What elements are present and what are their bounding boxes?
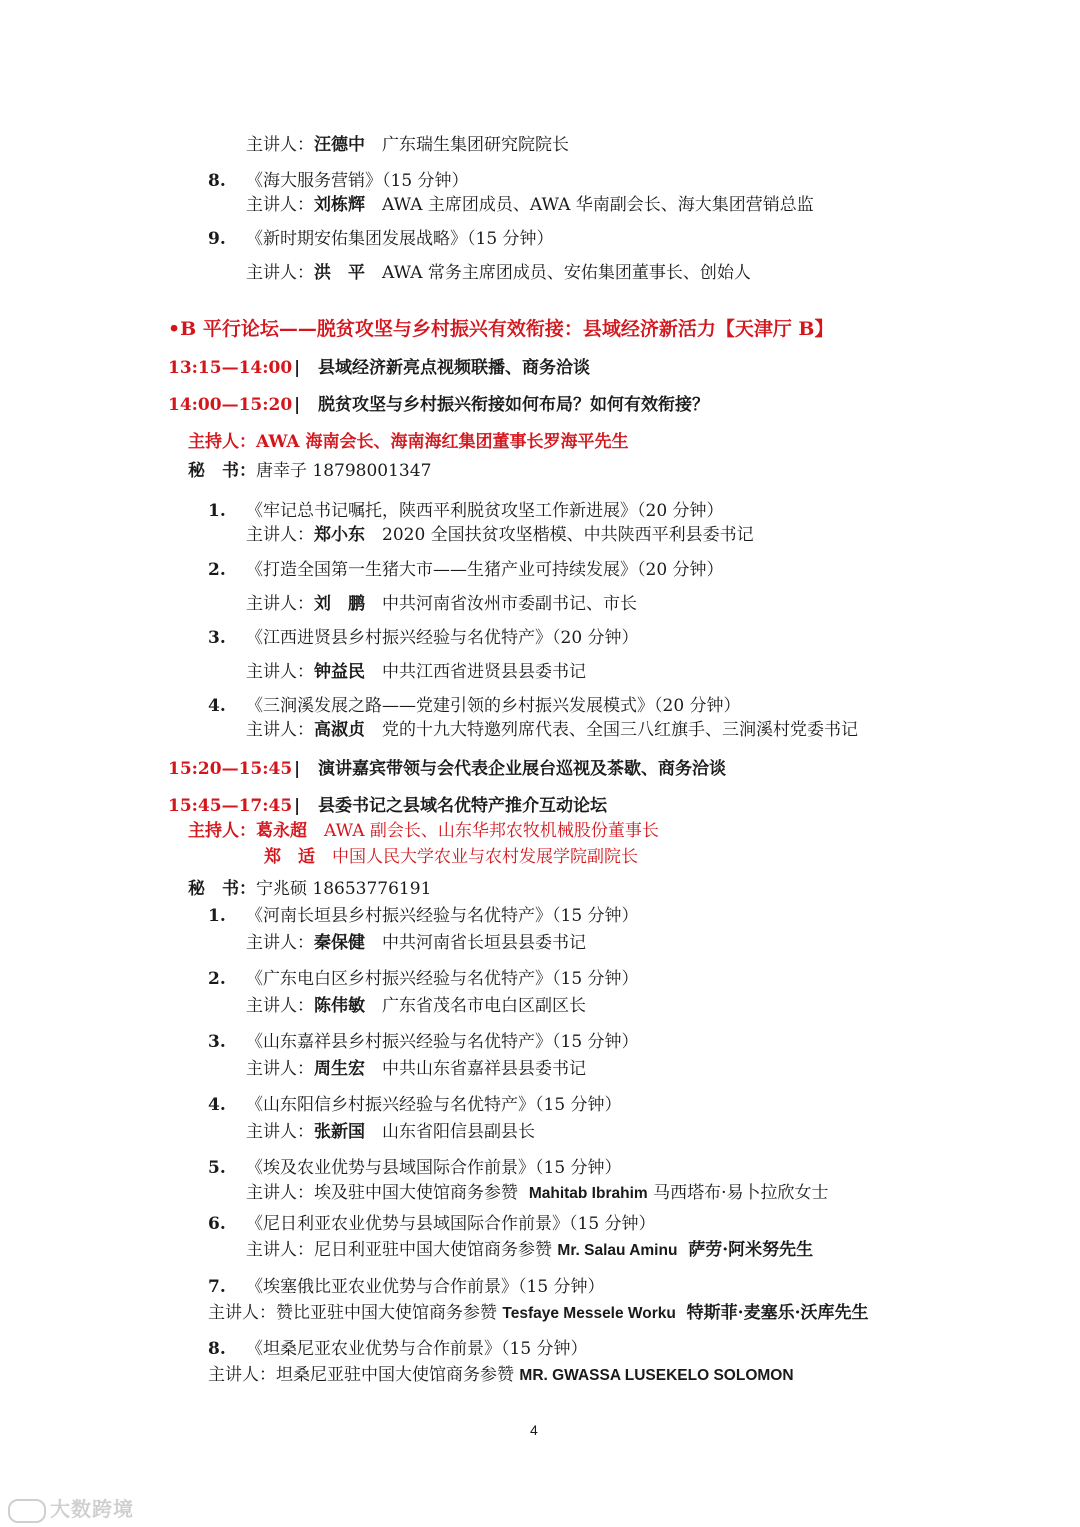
item-number: 5. (208, 1158, 226, 1178)
item-number: 4. (208, 696, 226, 716)
speaker-row: 主讲人：洪 平 AWA 常务主席团成员、安佑集团董事长、创始人 (246, 263, 751, 283)
item-number: 2. (208, 969, 226, 989)
speaker-row: 主讲人：汪德中 广东瑞生集团研究院院长 (246, 135, 569, 155)
session-time: 15:45—17:45 (168, 796, 293, 816)
speaker-row: 主讲人：钟益民 中共江西省进贤县县委书记 (246, 662, 586, 682)
item-topic: 《三涧溪发展之路——党建引领的乡村振兴发展模式》（20 分钟） (246, 696, 741, 716)
speaker-row: 主讲人：埃及驻中国大使馆商务参赞 Mahitab Ibrahim 马西塔布·易卜拉欣女士 (246, 1183, 829, 1203)
secretary: 秘 书：唐幸子 18798001347 (188, 461, 432, 481)
item-topic: 《山东嘉祥县乡村振兴经验与名优特产》（15 分钟） (246, 1032, 639, 1052)
session-time: 13:15—14:00 (168, 358, 293, 378)
session-separator: | (294, 395, 301, 415)
host-second: 郑 适 中国人民大学农业与农村发展学院副院长 (264, 847, 638, 867)
speaker-row: 主讲人：张新国 山东省阳信县副县长 (246, 1122, 535, 1142)
speaker-row: 主讲人：坦桑尼亚驻中国大使馆商务参赞 MR. GWASSA LUSEKELO SOLOMON (208, 1365, 794, 1385)
session-text: 县域经济新亮点视频联播、商务洽谈 (318, 358, 590, 378)
session-separator: | (294, 358, 301, 378)
speaker-row: 主讲人：陈伟敏 广东省茂名市电白区副区长 (246, 996, 586, 1016)
session-separator: | (294, 759, 301, 779)
session-time: 14:00—15:20 (168, 395, 293, 415)
speaker-row: 主讲人：赞比亚驻中国大使馆商务参赞 Tesfaye Messele Worku 特斯菲·麦塞乐·沃库先生 (208, 1303, 869, 1323)
item-number: 4. (208, 1095, 226, 1115)
item-topic: 《江西进贤县乡村振兴经验与名优特产》（20 分钟） (246, 628, 639, 648)
watermark: 大数跨境 (8, 1493, 134, 1523)
session-separator: | (294, 796, 301, 816)
speaker-row: 主讲人：高淑贞 党的十九大特邀列席代表、全国三八红旗手、三涧溪村党委书记 (246, 720, 858, 740)
secretary: 秘 书：宁兆硕 18653776191 (188, 879, 432, 899)
item-topic: 《牢记总书记嘱托，陕西平利脱贫攻坚工作新进展》（20 分钟） (246, 501, 724, 521)
item-number: 1. (208, 501, 226, 521)
item-topic: 《海大服务营销》（15 分钟） (246, 171, 469, 191)
item-number: 9. (208, 229, 226, 249)
item-number: 8. (208, 171, 226, 191)
host: 主持人：葛永超 AWA 副会长、山东华邦农牧机械股份董事长 (188, 821, 659, 841)
host: 主持人：AWA 海南会长、海南海红集团董事长罗海平先生 (188, 432, 629, 452)
session-text: 县委书记之县域名优特产推介互动论坛 (318, 796, 607, 816)
item-topic: 《新时期安佑集团发展战略》（15 分钟） (246, 229, 554, 249)
item-number: 7. (208, 1277, 226, 1297)
speaker-row: 主讲人：刘栋辉 AWA 主席团成员、AWA 华南副会长、海大集团营销总监 (246, 195, 814, 215)
item-topic: 《打造全国第一生猪大市——生猪产业可持续发展》（20 分钟） (246, 560, 724, 580)
speaker-row: 主讲人：尼日利亚驻中国大使馆商务参赞 Mr. Salau Aminu 萨劳·阿米努先生 (246, 1240, 814, 1260)
forum-heading: •B 平行论坛——脱贫攻坚与乡村振兴有效衔接：县域经济新活力【天津厅 B】 (168, 318, 834, 340)
speaker-row: 主讲人：刘 鹏 中共河南省汝州市委副书记、市长 (246, 594, 637, 614)
item-topic: 《埃塞俄比亚农业优势与合作前景》（15 分钟） (246, 1277, 605, 1297)
speaker-row: 主讲人：郑小东 2020 全国扶贫攻坚楷模、中共陕西平利县委书记 (246, 525, 754, 545)
item-number: 3. (208, 628, 226, 648)
item-topic: 《尼日利亚农业优势与县域国际合作前景》（15 分钟） (246, 1214, 656, 1234)
item-number: 1. (208, 906, 226, 926)
session-text: 演讲嘉宾带领与会代表企业展台巡视及茶歇、商务洽谈 (318, 759, 726, 779)
item-topic: 《埃及农业优势与县域国际合作前景》（15 分钟） (246, 1158, 622, 1178)
speaker-row: 主讲人：秦保健 中共河南省长垣县县委书记 (246, 933, 586, 953)
page-number: 4 (530, 1422, 538, 1438)
item-number: 8. (208, 1339, 226, 1359)
item-topic: 《广东电白区乡村振兴经验与名优特产》（15 分钟） (246, 969, 639, 989)
item-topic: 《坦桑尼亚农业优势与合作前景》（15 分钟） (246, 1339, 588, 1359)
item-number: 3. (208, 1032, 226, 1052)
item-topic: 《河南长垣县乡村振兴经验与名优特产》（15 分钟） (246, 906, 639, 926)
session-text: 脱贫攻坚与乡村振兴衔接如何布局？如何有效衔接？ (318, 395, 709, 415)
item-number: 6. (208, 1214, 226, 1234)
item-number: 2. (208, 560, 226, 580)
watermark-logo-icon (8, 1499, 46, 1523)
session-time: 15:20—15:45 (168, 759, 293, 779)
speaker-row: 主讲人：周生宏 中共山东省嘉祥县县委书记 (246, 1059, 586, 1079)
item-topic: 《山东阳信乡村振兴经验与名优特产》（15 分钟） (246, 1095, 622, 1115)
